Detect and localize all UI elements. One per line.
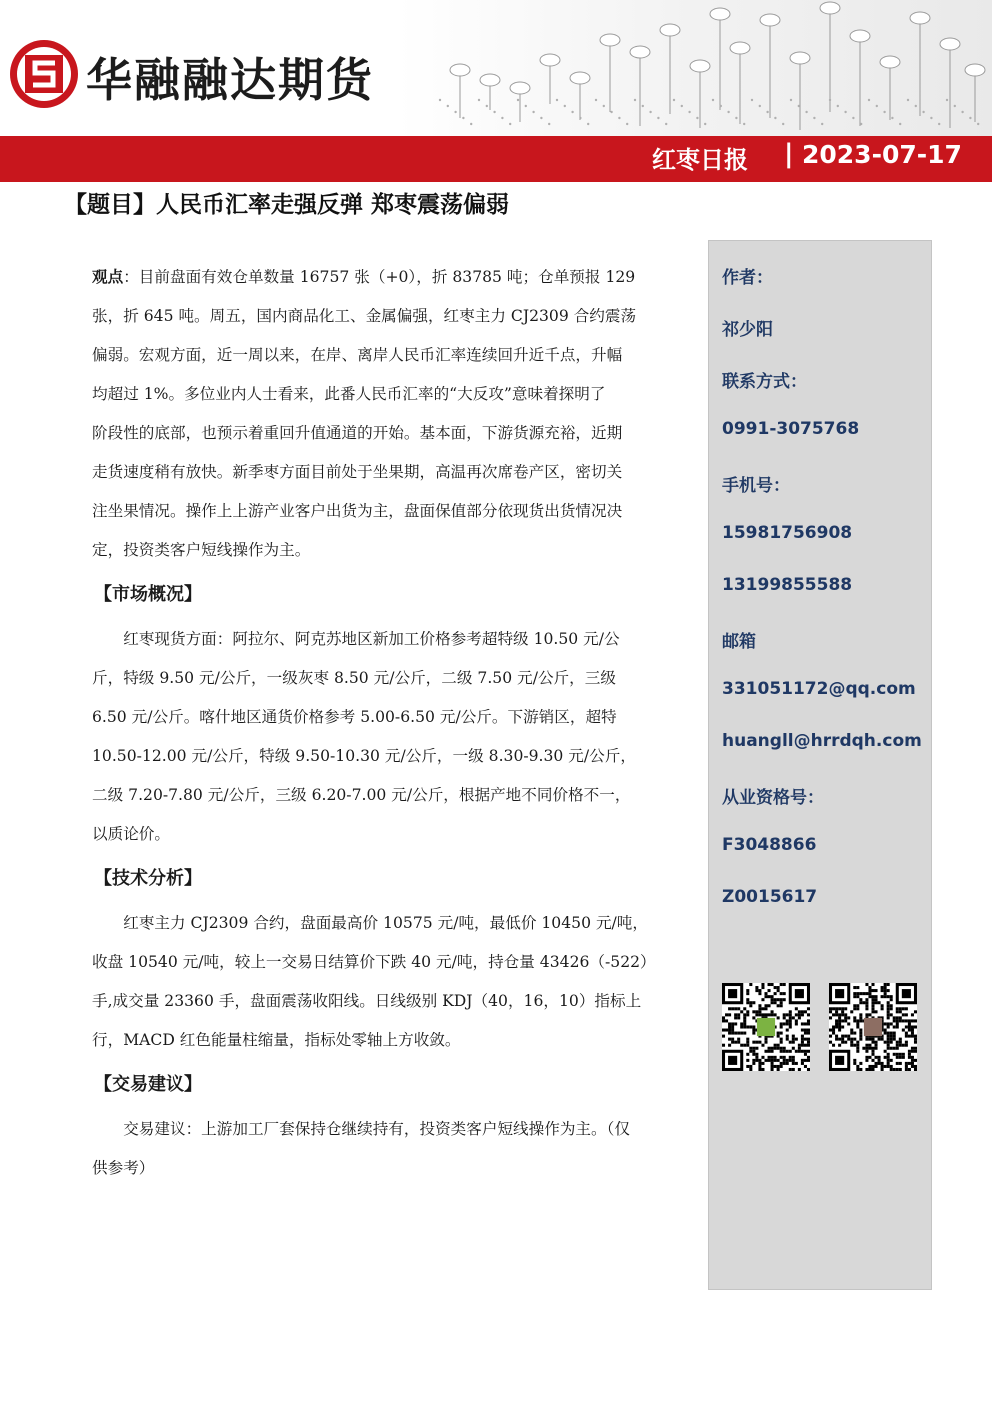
market-line: 6.50 元/公斤。喀什地区通货价格参考 5.00-6.50 元/公斤。下游销区，超特	[92, 708, 617, 726]
email-address[interactable]: 331051172@qq.com	[722, 679, 916, 699]
viewpoint-line: 阶段性的底部，也预示着重回升值通道的开始。基本面，下游货源充裕，近期	[92, 424, 623, 442]
author-label: 作者：	[722, 268, 773, 288]
section-heading-advice: 【交易建议】	[94, 1074, 202, 1095]
section-heading-market: 【市场概况】	[94, 584, 202, 605]
report-separator: |	[784, 139, 794, 169]
author-name: 祁少阳	[722, 320, 773, 340]
mobile-label: 手机号：	[722, 476, 790, 496]
viewpoint-line: 注坐果情况。操作上上游产业客户出货为主，盘面保值部分依现货出货情况决	[92, 502, 623, 520]
report-header	[0, 0, 992, 182]
qualification-number: F3048866	[722, 835, 817, 855]
market-line: 以质论价。	[92, 825, 170, 843]
technical-line: 红枣主力 CJ2309 合约，盘面最高价 10575 元/吨，最低价 10450 元/吨，	[123, 914, 648, 932]
company-logo-icon	[8, 38, 80, 110]
company-name: 华融融达期货	[86, 53, 374, 107]
viewpoint-line: 定，投资类客户短线操作为主。	[92, 541, 311, 559]
technical-line: 手,成交量 23360 手，盘面震荡收阳线。日线级别 KDJ（40，16，10）指标上	[92, 992, 642, 1010]
advice-line: 交易建议：上游加工厂套保持仓继续持有，投资类客户短线操作为主。（仅	[123, 1120, 630, 1138]
decorative-pins-graphic	[420, 0, 992, 136]
market-line: 10.50-12.00 元/公斤，特级 9.50-10.30 元/公斤，一级 8.30-9.30 元/公斤，	[92, 747, 636, 765]
contact-phone: 0991-3075768	[722, 419, 860, 439]
mobile-number: 15981756908	[722, 523, 853, 543]
qr-code-icon	[722, 983, 810, 1071]
author-sidebar	[708, 240, 932, 1290]
viewpoint-line: 均超过 1%。多位业内人士看来，此番人民币汇率的“大反攻”意味着探明了	[92, 385, 606, 403]
viewpoint-line: 偏弱。宏观方面，近一周以来，在岸、离岸人民币汇率连续回升近千点，升幅	[92, 346, 623, 364]
report-name: 红枣日报	[652, 146, 748, 174]
contact-label: 联系方式：	[722, 372, 807, 392]
section-heading-technical: 【技术分析】	[94, 868, 202, 889]
viewpoint-line: 张，折 645 吨。周五，国内商品化工、金属偏强，红枣主力 CJ2309 合约震荡	[92, 307, 637, 325]
viewpoint-label: 观点	[92, 268, 124, 286]
qualification-number: Z0015617	[722, 887, 818, 907]
mobile-number: 13199855588	[722, 575, 853, 595]
report-title: 【题目】人民币汇率走强反弹 郑枣震荡偏弱	[64, 192, 510, 218]
email-address[interactable]: huangll@hrrdqh.com	[722, 731, 922, 751]
report-date: 2023-07-17	[802, 140, 962, 169]
viewpoint-line: 观点：目前盘面有效仓单数量 16757 张（+0），折 83785 吨；仓单预报 129	[92, 268, 636, 286]
email-label: 邮箱	[722, 632, 756, 652]
viewpoint-line: 走货速度稍有放快。新季枣方面目前处于坐果期，高温再次席卷产区，密切关	[92, 463, 623, 481]
main-content	[92, 258, 678, 1188]
technical-line: 行，MACD 红色能量柱缩量，指标处零轴上方收敛。	[92, 1031, 461, 1049]
advice-line: 供参考）	[92, 1159, 155, 1177]
market-line: 红枣现货方面：阿拉尔、阿克苏地区新加工价格参考超特级 10.50 元/公	[123, 630, 620, 648]
qualification-label: 从业资格号：	[722, 788, 824, 808]
market-line: 斤，特级 9.50 元/公斤，一级灰枣 8.50 元/公斤，二级 7.50 元/公斤，三级	[92, 669, 616, 687]
market-line: 二级 7.20-7.80 元/公斤，三级 6.20-7.00 元/公斤，根据产地不同价格不一，	[92, 786, 631, 804]
qr-code-icon	[829, 983, 917, 1071]
technical-line: 收盘 10540 元/吨，较上一交易日结算价下跌 40 元/吨，持仓量 43426（-522）	[92, 953, 656, 971]
